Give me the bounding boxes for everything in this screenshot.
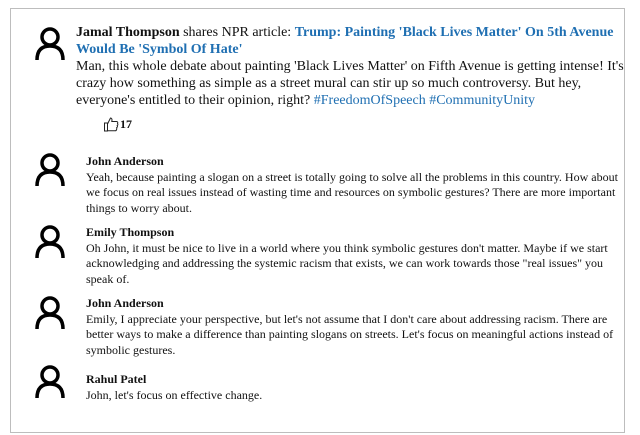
comment-text: Yeah, because painting a slogan on a street is totally going to solve all the problems in this country. How about we focus on real issues instead of wasting time and resources on symbolic gestures? There are more important things to worry about.: [86, 169, 618, 215]
comment-text: Oh John, it must be nice to live in a world where you think symbolic gestures don't matter. Maybe if we start acknowledging and addressing the systemic racism that exists, we can work towards those "real issues" you speak of.: [86, 240, 608, 286]
post-text: Man, this whole debate about painting 'Black Lives Matter' on Fifth Avenue is getting intense! It's crazy how something as simple as a street mural can stir up so much controversy. But hey, everyone's entitled to their opinion, right?: [76, 59, 624, 108]
comment-text: John, let's focus on effective change.: [86, 387, 263, 402]
user-icon: [34, 225, 66, 259]
comment: [86, 154, 618, 216]
avatar[interactable]: [34, 153, 66, 187]
article-link[interactable]: Trump: Painting 'Black Lives Matter' On 5th Avenue Would Be 'Symbol Of Hate': [76, 25, 614, 57]
user-icon: [34, 153, 66, 187]
comment: [86, 372, 618, 403]
like-button[interactable]: [103, 115, 132, 133]
avatar[interactable]: [34, 365, 66, 399]
user-icon: [34, 296, 66, 330]
hashtag[interactable]: #FreedomOfSpeech: [313, 93, 426, 108]
avatar[interactable]: [34, 296, 66, 330]
comment: [86, 225, 618, 287]
avatar[interactable]: [34, 225, 66, 259]
comment-author[interactable]: John Anderson: [86, 154, 164, 168]
post-author[interactable]: Jamal Thompson: [76, 25, 180, 40]
user-icon: [34, 27, 66, 61]
like-count: 17: [120, 116, 132, 131]
thumbs-up-icon: [103, 116, 119, 132]
post-body: [76, 24, 624, 109]
user-icon: [34, 365, 66, 399]
comment-author[interactable]: Emily Thompson: [86, 225, 175, 239]
comment-author[interactable]: Rahul Patel: [86, 372, 147, 386]
shares-text: shares NPR article:: [183, 25, 292, 40]
comment-author[interactable]: John Anderson: [86, 296, 164, 310]
comment: [86, 296, 618, 358]
comment-text: Emily, I appreciate your perspective, but let's not assume that I don't care about addressing racism. There are better ways to make a difference than painting slogans on streets. Let's focus on meaningful actions instead of symbolic gestures.: [86, 311, 614, 357]
avatar[interactable]: [34, 27, 66, 61]
hashtag[interactable]: #CommunityUnity: [429, 93, 536, 108]
